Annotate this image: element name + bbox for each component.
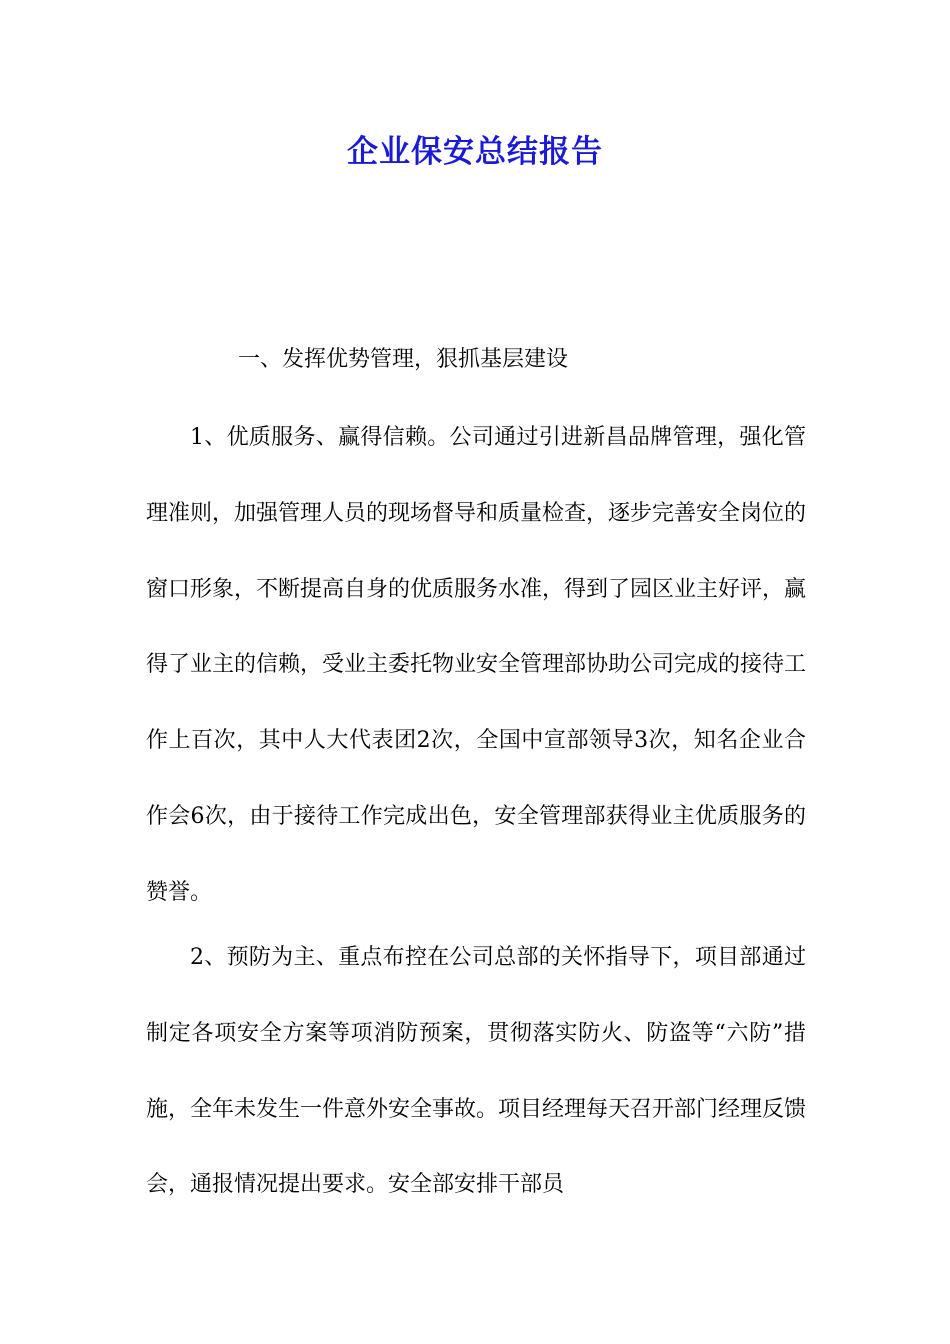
section-heading: 一、发挥优势管理，狠抓基层建设 <box>238 347 569 372</box>
paragraph-2: 2、预防为主、重点布控在公司总部的关怀指导下，项目部通过制定各项安全方案等项消防预案，贯彻落实防火、防盗等“六防”措施，全年未发生一件意外安全事故。项目经理每天召开部门经理反馈会，通报情况提出要求。安全部安排干部员 <box>146 945 807 1198</box>
document-title: 企业保安总结报告 <box>347 134 603 170</box>
paragraph-1: 1、优质服务、赢得信赖。公司通过引进新昌品牌管理，强化管理准则，加强管理人员的现场督导和质量检查，逐步完善安全岗位的窗口形象，不断提高自身的优质服务水准，得到了园区业主好评，赢得了业主的信赖，受业主委托物业安全管理部协助公司完成的接待工作上百次，其中人大代表团2次，全国中宣部领导3次，知名企业合作会6次，由于接待工作完成出色，安全管理部获得业主优质服务的赞誉。 <box>146 425 807 905</box>
